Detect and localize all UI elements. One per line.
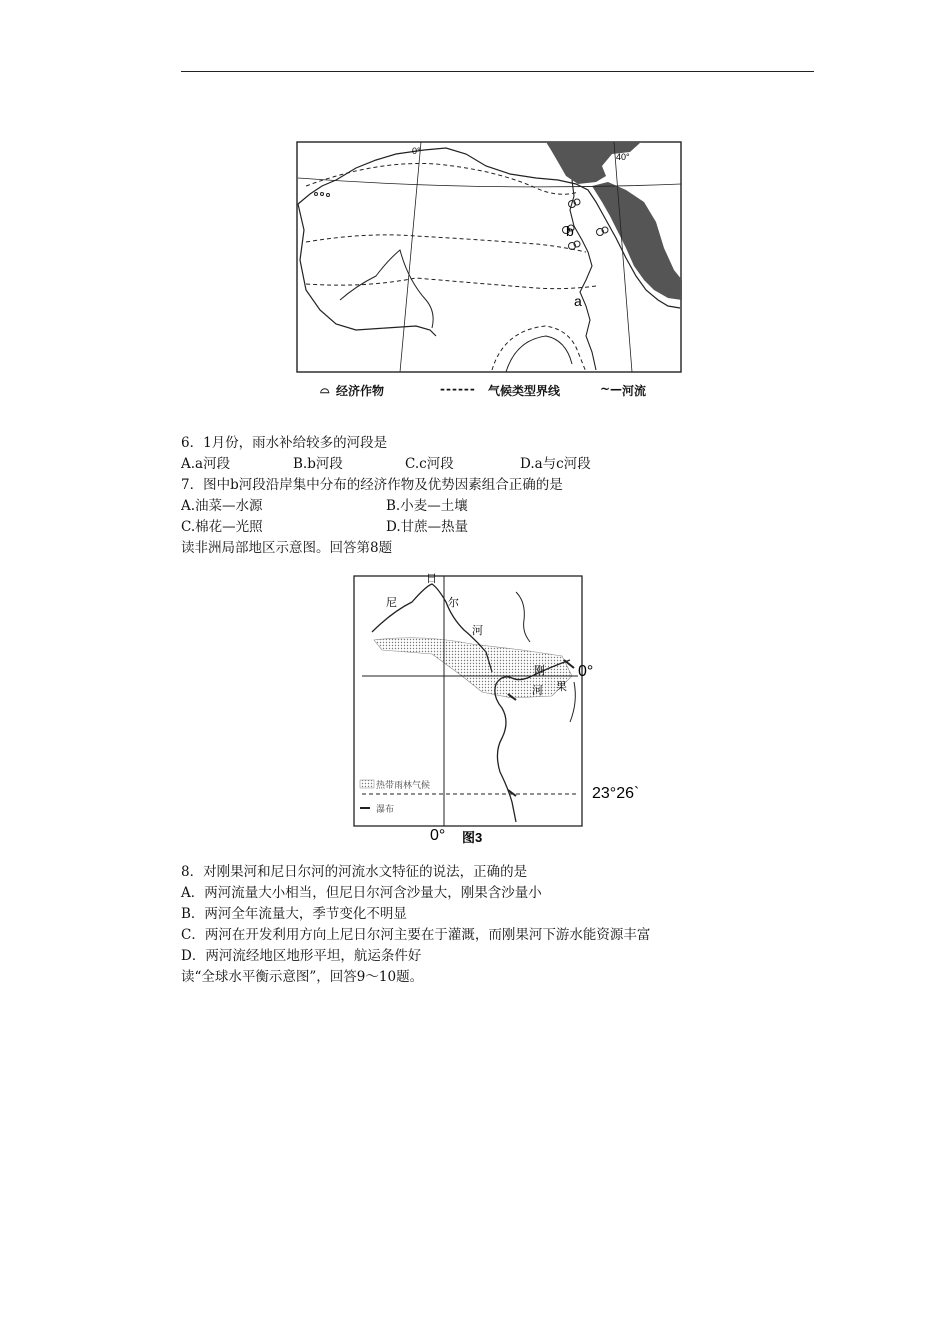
label-ni: 尼 xyxy=(386,596,397,609)
label-he: 河 xyxy=(472,624,483,637)
label-guo: 果 xyxy=(556,680,567,693)
label-gang: 刚 xyxy=(534,664,545,677)
legend-boundary-symbol: ------ xyxy=(440,382,476,396)
west-africa-coast xyxy=(298,204,436,336)
figure-caption: 图3 xyxy=(462,830,483,845)
q8-option-d: D．两河流经地区地形平坦，航运条件好 xyxy=(181,948,422,964)
q6-option-d: D.a与c河段 xyxy=(520,456,591,472)
legend-river-label: 河流 xyxy=(622,384,647,398)
q8-option-b: B．两河全年流量大，季节变化不明显 xyxy=(181,906,407,922)
lon40-label: 40° xyxy=(616,152,630,162)
africa-rivers-map xyxy=(352,572,640,852)
east-river xyxy=(570,682,575,722)
legend-rainforest-swatch xyxy=(360,780,374,788)
latitude-line xyxy=(298,178,681,187)
climate-boundary-3 xyxy=(306,278,596,289)
climate-boundary-1 xyxy=(306,163,578,194)
middle-east-landmass xyxy=(592,182,682,300)
q6-stem: 6．1月份，雨水补给较多的河段是 xyxy=(181,435,388,451)
label-er: 尔 xyxy=(448,596,459,609)
q7-option-b: B.小麦—土壤 xyxy=(386,498,468,514)
tropic-label: 23°26` xyxy=(592,785,640,802)
equator-label: 0° xyxy=(578,663,594,680)
segment-b-label: b xyxy=(566,223,574,239)
intro-q8: 读非洲局部地区示意图。回答第8题 xyxy=(181,540,393,556)
intro-q9-10: 读“全球水平衡示意图”，回答9～10题。 xyxy=(181,969,424,985)
q8-option-a: A．两河流量大小相当，但尼日尔河含沙量大，刚果含沙量小 xyxy=(181,885,542,901)
legend-crop-icon: ⌓ xyxy=(320,382,330,396)
meridian-40 xyxy=(614,142,632,372)
q6-option-a: A.a河段 xyxy=(181,456,231,472)
q6-option-c: C.c河段 xyxy=(405,456,454,472)
meridian-label: 0° xyxy=(430,827,446,844)
climate-boundary-4 xyxy=(492,326,586,372)
meridian-0 xyxy=(400,142,421,372)
q8-stem: 8．对刚果河和尼日尔河的河流水文特征的说法，正确的是 xyxy=(181,864,528,880)
label-he2: 河 xyxy=(532,684,543,697)
map1-legend xyxy=(320,382,680,400)
niger-river xyxy=(340,250,433,328)
segment-a-label: a xyxy=(574,293,582,309)
climate-boundary-2 xyxy=(306,235,586,252)
q7-option-d: D.甘蔗—热量 xyxy=(386,519,469,535)
river-south xyxy=(506,336,572,372)
legend-rainforest-label: 热带雨林气候 xyxy=(376,781,431,791)
europe-landmass xyxy=(446,142,641,184)
q7-option-a: A.油菜—水源 xyxy=(181,498,263,514)
nile-river xyxy=(570,180,596,370)
economic-crop-symbols xyxy=(315,193,609,250)
header-rule xyxy=(181,71,814,72)
congo-tributary xyxy=(516,592,530,642)
legend-crop-label: 经济作物 xyxy=(336,384,385,398)
q6-option-b: B.b河段 xyxy=(293,456,343,472)
q7-option-c: C.棉花—光照 xyxy=(181,519,263,535)
legend-boundary-label: 气候类型界线 xyxy=(488,384,561,398)
legend-falls-label: 瀑布 xyxy=(376,805,395,815)
q7-stem: 7．图中b河段沿岸集中分布的经济作物及优势因素组合正确的是 xyxy=(181,477,563,493)
q8-option-c: C．两河在开发利用方向上尼日尔河主要在于灌溉，而刚果河下游水能资源丰富 xyxy=(181,927,651,943)
lon0-label: 0° xyxy=(412,146,421,156)
label-ri: 日 xyxy=(426,572,437,585)
nile-region-map xyxy=(296,140,686,375)
legend-river-symbol: ~— xyxy=(600,382,623,396)
